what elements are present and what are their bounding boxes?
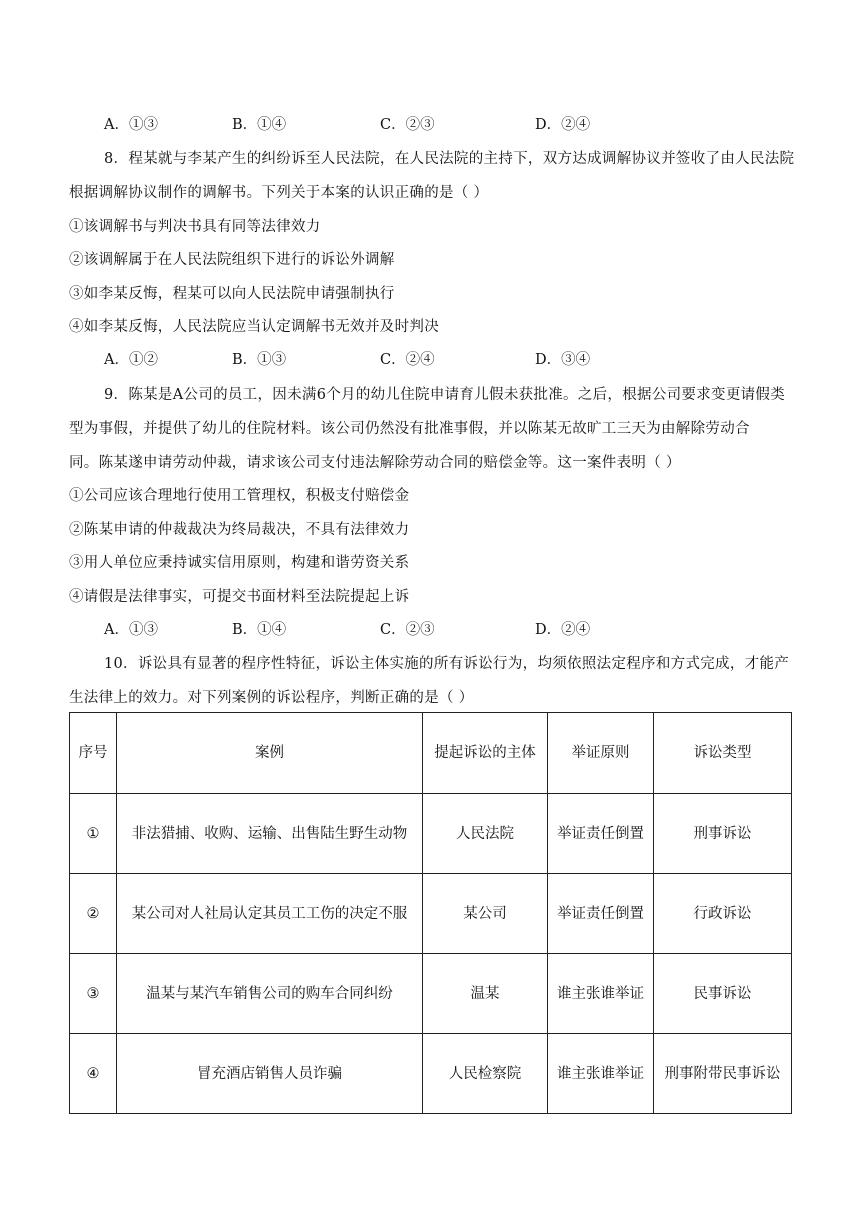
q7-option-a: A．①③ xyxy=(104,117,158,133)
table-row xyxy=(70,874,792,954)
header-index: 序号 xyxy=(70,713,117,794)
cell-index: ④ xyxy=(70,1034,117,1114)
table-row xyxy=(70,1034,792,1114)
q8-option-b: B．①③ xyxy=(232,352,287,368)
cell-evidence-rule: 举证责任倒置 xyxy=(548,794,654,874)
cell-index: ③ xyxy=(70,954,117,1034)
q9-option-a: A．①③ xyxy=(104,622,158,638)
header-plaintiff: 提起诉讼的主体 xyxy=(423,713,548,794)
cell-plaintiff: 人民法院 xyxy=(423,794,548,874)
cell-case: 某公司对人社局认定其员工工伤的决定不服 xyxy=(117,874,423,954)
header-litigation-type: 诉讼类型 xyxy=(654,713,792,794)
q8-statement-3: ③如李某反悔，程某可以向人民法院申请强制执行 xyxy=(69,286,395,302)
q10-stem-line-2: 生法律上的效力。对下列案例的诉讼程序，判断正确的是（ ） xyxy=(69,690,474,706)
cell-litigation-type: 刑事诉讼 xyxy=(654,794,792,874)
table-row xyxy=(70,954,792,1034)
q8-statement-1: ①该调解书与判决书具有同等法律效力 xyxy=(69,219,321,235)
cell-litigation-type: 民事诉讼 xyxy=(654,954,792,1034)
q9-option-c: C．②③ xyxy=(380,622,435,638)
cell-evidence-rule: 谁主张谁举证 xyxy=(548,1034,654,1114)
q9-statement-2: ②陈某申请的仲裁裁决为终局裁决，不具有法律效力 xyxy=(69,522,410,538)
q8-options xyxy=(104,348,804,370)
cell-case: 冒充酒店销售人员诈骗 xyxy=(117,1034,423,1114)
q9-option-d: D．②④ xyxy=(535,622,591,638)
q8-option-d: D．③④ xyxy=(535,352,591,368)
q9-options xyxy=(104,618,804,640)
q9-statement-3: ③用人单位应秉持诚实信用原则，构建和谐劳资关系 xyxy=(69,555,410,571)
cell-plaintiff: 某公司 xyxy=(423,874,548,954)
q8-statement-2: ②该调解属于在人民法院组织下进行的诉讼外调解 xyxy=(69,252,395,268)
table-header-row xyxy=(70,713,792,794)
q9-stem-line-1: 9．陈某是A公司的员工，因未满6个月的幼儿住院申请育儿假未获批准。之后，根据公司要求变更请假类 xyxy=(104,387,786,403)
header-evidence-rule: 举证原则 xyxy=(548,713,654,794)
q9-stem-line-2: 型为事假，并提供了幼儿的住院材料。该公司仍然没有批准事假，并以陈某无故旷工三天为由解除劳动合 xyxy=(69,421,750,437)
q7-options xyxy=(104,113,804,135)
q8-stem-line-1: 8．程某就与李某产生的纠纷诉至人民法院，在人民法院的主持下，双方达成调解协议并签收了由人民法院 xyxy=(104,151,795,167)
cell-litigation-type: 行政诉讼 xyxy=(654,874,792,954)
q9-statement-1: ①公司应该合理地行使用工管理权，积极支付赔偿金 xyxy=(69,488,410,504)
cell-case: 温某与某汽车销售公司的购车合同纠纷 xyxy=(117,954,423,1034)
q7-option-d: D．②④ xyxy=(535,117,591,133)
q8-statement-4: ④如李某反悔，人民法院应当认定调解书无效并及时判决 xyxy=(69,319,439,335)
cell-litigation-type: 刑事附带民事诉讼 xyxy=(654,1034,792,1114)
q7-option-b: B．①④ xyxy=(232,117,287,133)
cell-index: ① xyxy=(70,794,117,874)
q9-statement-4: ④请假是法律事实，可提交书面材料至法院提起上诉 xyxy=(69,589,410,605)
q10-stem-line-1: 10．诉讼具有显著的程序性特征，诉讼主体实施的所有诉讼行为，均须依照法定程序和方式完成，才能产 xyxy=(104,656,790,672)
cell-evidence-rule: 谁主张谁举证 xyxy=(548,954,654,1034)
cell-index: ② xyxy=(70,874,117,954)
q7-option-c: C．②③ xyxy=(380,117,435,133)
q9-option-b: B．①④ xyxy=(232,622,287,638)
case-table xyxy=(69,712,792,1114)
q8-option-a: A．①② xyxy=(104,352,158,368)
cell-plaintiff: 温某 xyxy=(423,954,548,1034)
cell-case: 非法猎捕、收购、运输、出售陆生野生动物 xyxy=(117,794,423,874)
q8-option-c: C．②④ xyxy=(380,352,435,368)
cell-plaintiff: 人民检察院 xyxy=(423,1034,548,1114)
q9-stem-line-3: 同。陈某遂申请劳动仲裁，请求该公司支付违法解除劳动合同的赔偿金等。这一案件表明（ ） xyxy=(69,455,681,471)
header-case: 案例 xyxy=(117,713,423,794)
cell-evidence-rule: 举证责任倒置 xyxy=(548,874,654,954)
q8-stem-line-2: 根据调解协议制作的调解书。下列关于本案的认识正确的是（ ） xyxy=(69,185,489,201)
table-row xyxy=(70,794,792,874)
